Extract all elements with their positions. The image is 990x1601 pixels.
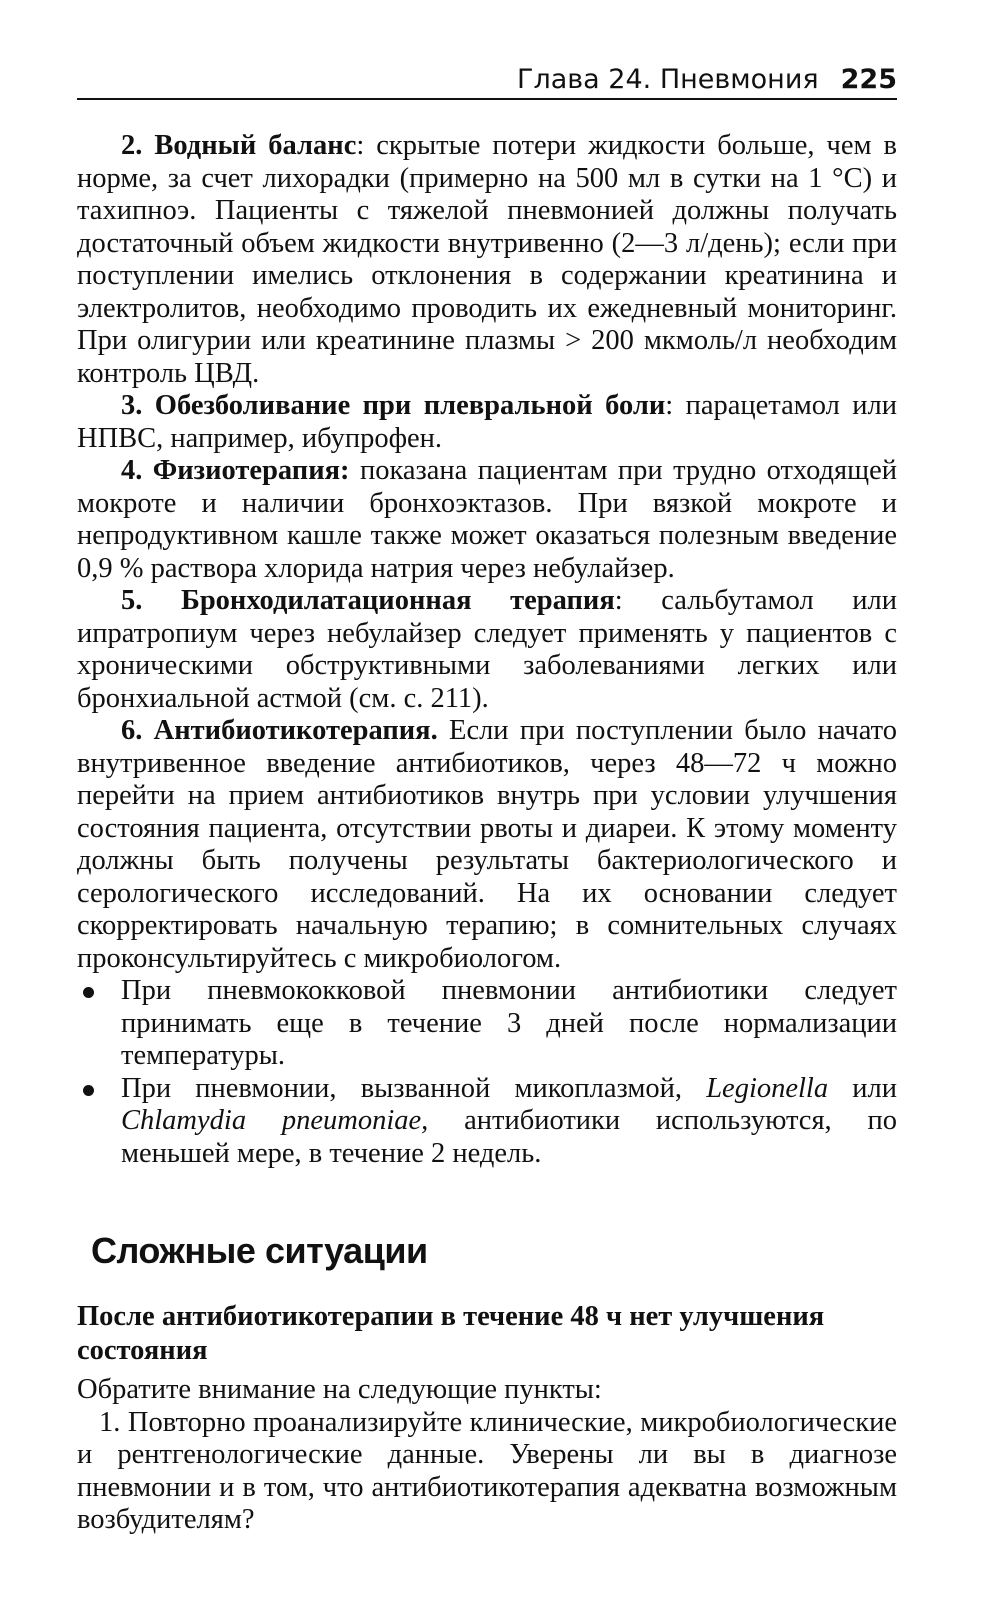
running-head-text [517, 64, 897, 95]
list-item: 1. Повторно проанализируйте клинические, микробиологические и рентгенологические данные. Уверены ли вы в диагнозе пневмонии и в том, что антибиотикотерапия адекватна возможным возбудителям? [77, 1406, 897, 1535]
bullet-text: При пневмококковой пневмонии антибиотики следует принимать еще в течение 3 дней после нормализации температуры. [121, 975, 897, 1071]
book-page [77, 60, 897, 1537]
bullet-item [77, 975, 897, 1073]
running-head [77, 60, 897, 100]
item-heading: 5. Бронходилатационная терапия [121, 585, 615, 616]
organism-name: Chlamydia pneumoniae, [121, 1105, 429, 1136]
sub-heading: После антибиотикотерапии в течение 48 ч нет улучшения состояния [77, 1301, 825, 1366]
bullet-text-mid: или [828, 1072, 897, 1104]
item-heading: 6. Антибиотикотерапия. [121, 715, 438, 746]
item-text: сальбутамол или ипратропиум через небулайзер следует применять у пациентов с хроническими обструктивными заболеваниями легких или бронхиальной астмой (см. с. 211). [77, 585, 898, 714]
bullet-text-pre: При пневмонии, вызванной микоплазмой, [121, 1072, 707, 1104]
item-text: скрытые потери жидкости больше, чем в норме, за счет лихорадки (примерно на 500 мл в сутки на 1 °С) и тахипноэ. Пациенты с тяжелой пневмонией должны получать достаточный объем жидкости внутривенно (2—3 л/день); если при поступлении имелись отклонения в содержании креатинина и электролитов, необходимо проводить их ежедневный мониторинг. При олигурии или креатинине плазмы > 200 мкмоль/л необходим контроль ЦВД. [77, 130, 897, 389]
item-pain-relief [77, 390, 897, 455]
item-text: парацетамол или НПВС, например, ибупрофен. [77, 390, 897, 454]
item-heading: 4. Физиотерапия: [121, 455, 350, 486]
item-heading: 2. Водный баланс [121, 130, 357, 161]
item-heading: 3. Обезболивание при плевральной боли [121, 390, 666, 421]
item-text: Если при поступлении было начато внутривенное введение антибиотиков, через 48—72 ч можно перейти на прием антибиотиков внутрь при условии улучшения состояния пациента, отсутствии рвоты и диареи. К этому моменту должны быть получены результаты бактериологического и серологического исследований. На их основании следует скорректировать начальную терапию; в сомнительных случаях проконсультируйтесь с микробиологом. [77, 715, 897, 974]
chapter-title: Глава 24. Пневмония [516, 64, 819, 95]
item-separator [350, 455, 360, 486]
bullet-icon [83, 1085, 94, 1096]
body-text [77, 130, 897, 1170]
item-water-balance [77, 130, 897, 390]
item-separator: : [614, 585, 662, 616]
item-text: показана пациентам при трудно отходящей мокроте и наличии бронхоэктазов. При вязкой мокроте и непродуктивном кашле также может оказаться полезным введение 0,9 % раствора хлорида натрия через небулайзер. [77, 455, 897, 584]
bullet-text-post: антибиотики используются, по меньшей мере, в течение 2 недель. [121, 1105, 897, 1169]
item-physiotherapy [77, 455, 897, 585]
intro-text: Обратите внимание на следующие пункты: [77, 1374, 602, 1405]
organism-name: Legionella [706, 1072, 829, 1104]
item-separator: : [356, 130, 377, 161]
item-separator: : [665, 390, 686, 421]
item-separator [438, 715, 449, 746]
section-text [77, 1374, 897, 1537]
item-antibiotics [77, 715, 897, 975]
page-number: 225 [840, 64, 897, 95]
section-heading: Сложные ситуации [91, 1230, 428, 1271]
item-bronchodilator [77, 585, 897, 715]
bullet-icon [83, 987, 94, 998]
bullet-item [77, 1073, 897, 1171]
